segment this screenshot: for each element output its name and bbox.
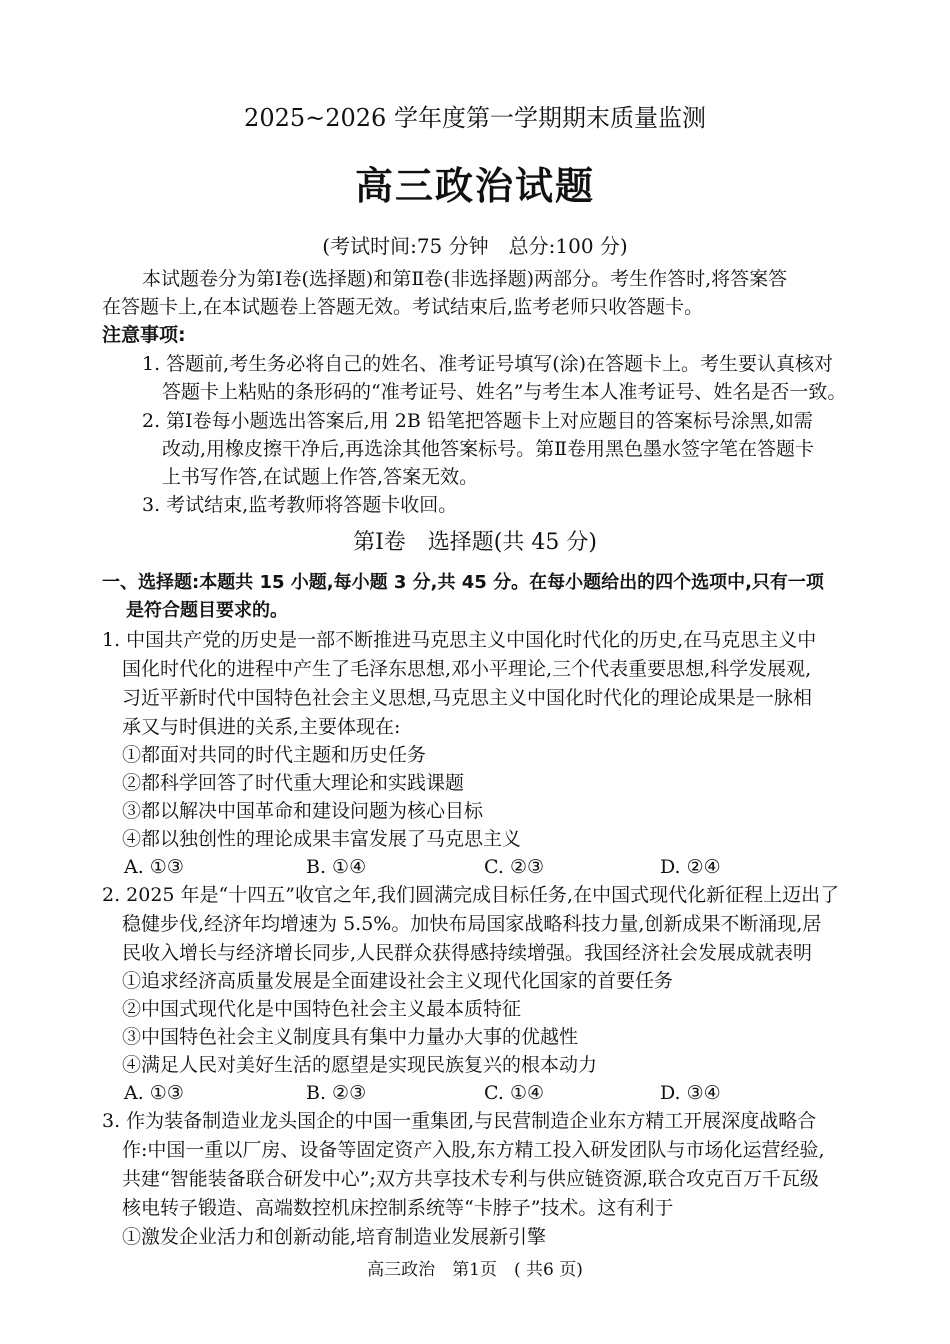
q3-item-1: ①激发企业活力和创新动能,培育制造业发展新引擎 (122, 1226, 547, 1248)
q1-item-2: ②都科学回答了时代重大理论和实践课题 (122, 772, 465, 794)
q3-stem-line-3: 共建“智能装备联合研发中心”;双方共享技术专利与供应链资源,联合攻克百万千瓦级 (122, 1168, 819, 1190)
section-instructions-line-2: 是符合题目要求的。 (126, 600, 288, 621)
q2-item-3: ③中国特色社会主义制度具有集中力量办大事的优越性 (122, 1026, 579, 1048)
exam-time-info: (考试时间:75 分钟 总分:100 分) (322, 234, 628, 258)
q1-stem-line-2: 国化时代化的进程中产生了毛泽东思想,邓小平理论,三个代表重要思想,科学发展观, (122, 658, 812, 680)
q2-stem-line-2: 稳健步伐,经济年均增速为 5.5%。加快布局国家战略科技力量,创新成果不断涌现,居 (122, 913, 822, 935)
q1-option-d: D. ②④ (660, 856, 721, 878)
intro-line-2: 在答题卡上,在本试题卷上答题无效。考试结束后,监考老师只收答题卡。 (102, 296, 704, 318)
q1-option-a: A. ①③ (124, 856, 184, 878)
note-2-line-1: 2. 第Ⅰ卷每小题选出答案后,用 2B 铅笔把答题卡上对应题目的答案标号涂黑,如需 (142, 410, 813, 432)
notes-heading: 注意事项: (102, 324, 186, 346)
q2-option-d: D. ③④ (660, 1082, 721, 1104)
note-1-line-1: 1. 答题前,考生务必将自己的姓名、准考证号填写(涂)在答题卡上。考生要认真核对 (142, 353, 834, 375)
q2-item-1: ①追求经济高质量发展是全面建设社会主义现代化国家的首要任务 (122, 970, 674, 992)
page-footer: 高三政治 第1页 ( 共6 页) (367, 1260, 583, 1280)
q2-option-b: B. ②③ (306, 1082, 367, 1104)
q2-item-4: ④满足人民对美好生活的愿望是实现民族复兴的根本动力 (122, 1054, 598, 1076)
q1-option-b: B. ①④ (306, 856, 367, 878)
q3-stem-line-1: 3. 作为装备制造业龙头国企的中国一重集团,与民营制造企业东方精工开展深度战略合 (102, 1110, 817, 1132)
q2-option-c: C. ①④ (484, 1082, 545, 1104)
exam-title: 2025~2026 学年度第一学期期末质量监测 (244, 104, 706, 132)
q3-stem-line-2: 作:中国一重以厂房、设备等固定资产入股,东方精工投入研发团队与市场化运营经验, (122, 1139, 825, 1161)
q2-item-2: ②中国式现代化是中国特色社会主义最本质特征 (122, 998, 522, 1020)
q1-stem-line-3: 习近平新时代中国特色社会主义思想,马克思主义中国化时代化的理论成果是一脉相 (122, 687, 813, 709)
q3-stem-line-4: 核电转子锻造、高端数控机床控制系统等“卡脖子”技术。这有利于 (122, 1197, 674, 1219)
q2-stem-line-3: 民收入增长与经济增长同步,人民群众获得感持续增强。我国经济社会发展成就表明 (122, 942, 813, 964)
note-1-line-2: 答题卡上粘贴的条形码的“准考证号、姓名”与考生本人准考证号、姓名是否一致。 (162, 381, 847, 403)
q1-option-c: C. ②③ (484, 856, 545, 878)
section-instructions-line-1: 一、选择题:本题共 15 小题,每小题 3 分,共 45 分。在每小题给出的四个选项中,只有一项 (102, 572, 824, 593)
section-title: 第Ⅰ卷 选择题(共 45 分) (353, 530, 597, 555)
q1-item-4: ④都以独创性的理论成果丰富发展了马克思主义 (122, 828, 522, 850)
q1-item-3: ③都以解决中国革命和建设问题为核心目标 (122, 800, 484, 822)
note-3-line-1: 3. 考试结束,监考教师将答题卡收回。 (142, 494, 458, 516)
q2-option-a: A. ①③ (124, 1082, 184, 1104)
q2-stem-line-1: 2. 2025 年是“十四五”收官之年,我们圆满完成目标任务,在中国式现代化新征程上迈出了 (102, 884, 840, 906)
note-2-line-3: 上书写作答,在试题上作答,答案无效。 (162, 466, 479, 488)
q1-item-1: ①都面对共同的时代主题和历史任务 (122, 744, 427, 766)
note-2-line-2: 改动,用橡皮擦干净后,再选涂其他答案标号。第Ⅱ卷用黑色墨水签字笔在答题卡 (162, 438, 814, 460)
q1-stem-line-1: 1. 中国共产党的历史是一部不断推进马克思主义中国化时代化的历史,在马克思主义中 (102, 629, 817, 651)
subject-title: 高三政治试题 (354, 163, 595, 208)
intro-line-1: 本试题卷分为第Ⅰ卷(选择题)和第Ⅱ卷(非选择题)两部分。考生作答时,将答案答 (142, 268, 788, 290)
q1-stem-line-4: 承又与时俱进的关系,主要体现在: (122, 716, 401, 738)
